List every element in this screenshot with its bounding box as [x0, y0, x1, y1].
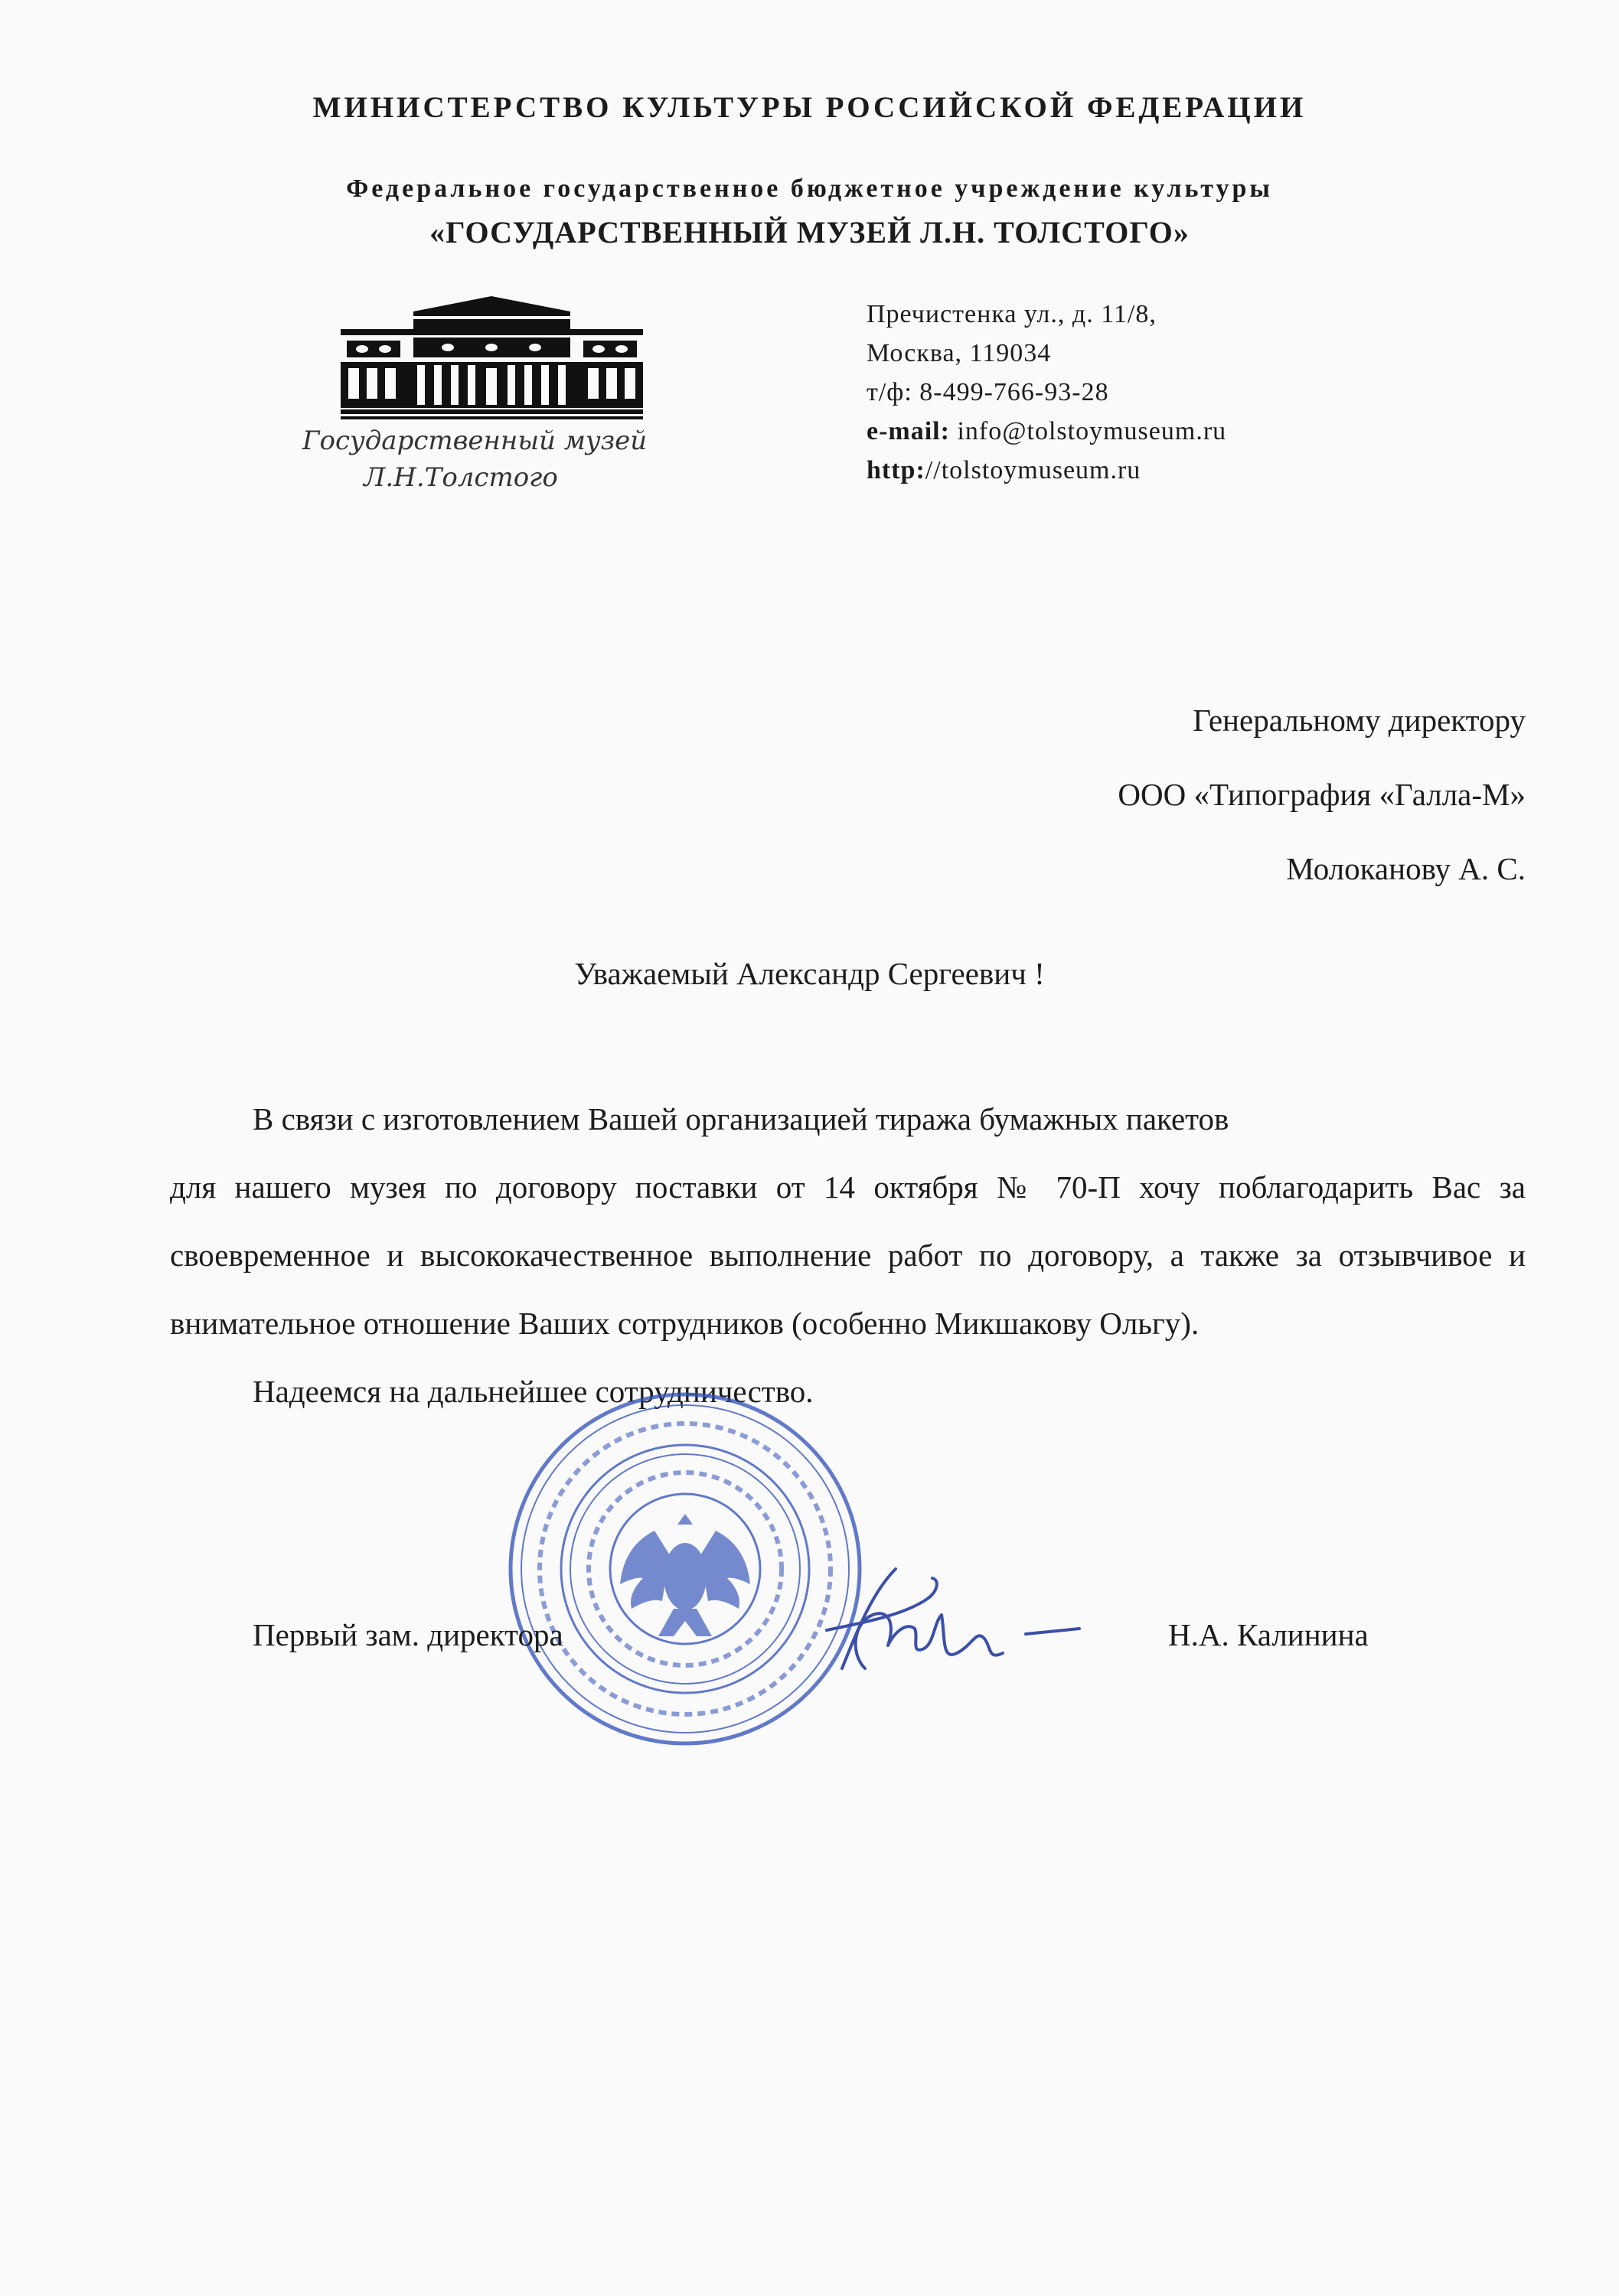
web-row	[867, 451, 1402, 490]
handwritten-signature-icon	[811, 1538, 1087, 1707]
addressee-line3: Молоканову А. С.	[1286, 851, 1526, 886]
body-paragraph-1-rest: для нашего музея по договору поставки от 14 октября № 70-П хочу поблагодарить Вас за своевременное и высококачественное выполнение работ по договору, а также за отзывчивое и внимательное отношение Ваших сотрудников (особенно Микшакову Ольгу).	[170, 1169, 1526, 1341]
contact-block	[867, 295, 1402, 490]
body-paragraph-1-line1: В связи с изготовлением Вашей организацией тиража бумажных пакетов	[253, 1101, 1229, 1137]
letter-body	[170, 1085, 1526, 1426]
phone: т/ф: 8-499-766-93-28	[867, 378, 1109, 406]
addressee-block	[837, 683, 1526, 906]
body-paragraph-1	[170, 1085, 1526, 1358]
address-line2: Москва, 119034	[867, 339, 1052, 367]
signer-position: Первый зам. директора	[253, 1617, 563, 1652]
addressee-line2: ООО «Типография «Галла-М»	[1118, 777, 1526, 812]
logo-script-line1: Государственный музей	[302, 426, 648, 456]
signer-name: Н.А. Калинина	[1168, 1617, 1369, 1652]
body-paragraph-2: Надеемся на дальнейшее сотрудничество.	[253, 1374, 814, 1409]
email-value: info@tolstoymuseum.ru	[949, 417, 1227, 445]
email-label: e-mail:	[867, 417, 950, 445]
logo-script-text	[302, 422, 685, 496]
greeting: Уважаемый Александр Сергеевич !	[574, 956, 1045, 991]
web-value: //tolstoymuseum.ru	[925, 456, 1141, 484]
ministry-heading: МИНИСТЕРСТВО КУЛЬТУРЫ РОССИЙСКОЙ ФЕДЕРАЦИИ	[312, 91, 1307, 124]
web-label: http:	[867, 456, 925, 484]
address-line1: Пречистенка ул., д. 11/8,	[867, 300, 1157, 328]
email-row	[867, 412, 1402, 451]
institution-type-heading: Федеральное государственное бюджетное учреждение культуры	[346, 174, 1273, 203]
museum-name-heading: «ГОСУДАРСТВЕННЫЙ МУЗЕЙ Л.Н. ТОЛСТОГО»	[429, 215, 1190, 249]
addressee-line1: Генеральному директору	[1193, 703, 1526, 738]
logo-script-line2: Л.Н.Толстого	[364, 462, 558, 493]
museum-building-icon	[341, 295, 643, 421]
